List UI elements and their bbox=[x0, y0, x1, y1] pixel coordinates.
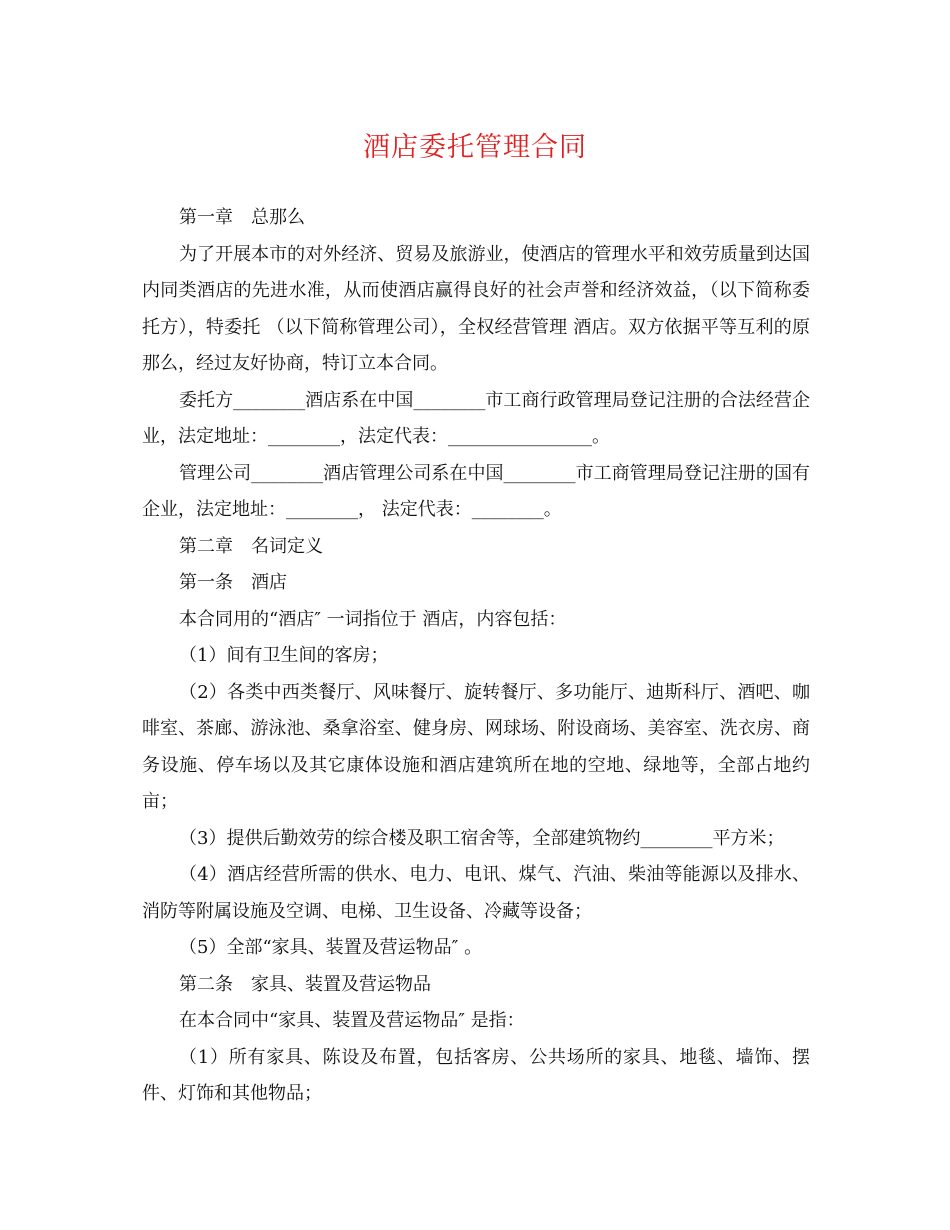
list-item: （1）间有卫生间的客房； bbox=[179, 645, 389, 666]
list-item: （2）各类中西类餐厅、风味餐厅、旋转餐厅、多功能厅、迪斯科厅、酒吧、咖啡室、茶廊、游泳池、桑拿浴室、健身房、网球场、附设商场、美容室、洗衣房、商务设施、停车场以及其它康体设施和酒店建筑所在地的空地、绿地等，全部占地约亩； bbox=[142, 681, 810, 812]
list-item: （4）酒店经营所需的供水、电力、电讯、煤气、汽油、柴油等能源以及排水、消防等附属设施及空调、电梯、卫生设备、冷藏等设备； bbox=[142, 864, 810, 922]
article-heading: 第一条 酒店 bbox=[179, 572, 287, 593]
chapter-heading: 第一章 总那么 bbox=[179, 207, 305, 228]
list-item: （3）提供后勤效劳的综合楼及职工宿舍等，全部建筑物约________平方米； bbox=[179, 827, 785, 849]
article-heading: 第二条 家具、装置及营运物品 bbox=[179, 973, 431, 995]
paragraph: 本合同用的“酒店″ 一词指位于 酒店，内容包括： bbox=[179, 608, 567, 630]
document-title: 酒店委托管理合同 bbox=[363, 132, 587, 163]
paragraph: 为了开展本市的对外经济、贸易及旅游业，使酒店的管理水平和效劳质量到达国内同类酒店的先进水准，从而使酒店赢得良好的社会声誉和经济效益，（以下简称委托方），特委托 （以下简称管理公司），全权经营管理 酒店。双方依据平等互利的原那么，经过友好协商，特订立本合同。 bbox=[142, 243, 810, 374]
document-body bbox=[142, 200, 810, 1113]
list-item: （1）所有家具、陈设及布置，包括客房、公共场所的家具、地毯、墙饰、摆件、灯饰和其他物品； bbox=[142, 1046, 810, 1104]
chapter-heading: 第二章 名词定义 bbox=[179, 535, 323, 557]
paragraph: 在本合同中“家具、装置及营运物品″ 是指： bbox=[179, 1010, 525, 1031]
list-item: （5）全部“家具、装置及营运物品″ 。 bbox=[179, 937, 483, 958]
paragraph: 管理公司________酒店管理公司系在中国________市工商管理局登记注册的国有企业，法定地址：________， 法定代表：________。 bbox=[142, 462, 810, 520]
paragraph: 委托方________酒店系在中国________市工商行政管理局登记注册的合法经营企业，法定地址：________，法定代表：________________。 bbox=[142, 389, 810, 447]
